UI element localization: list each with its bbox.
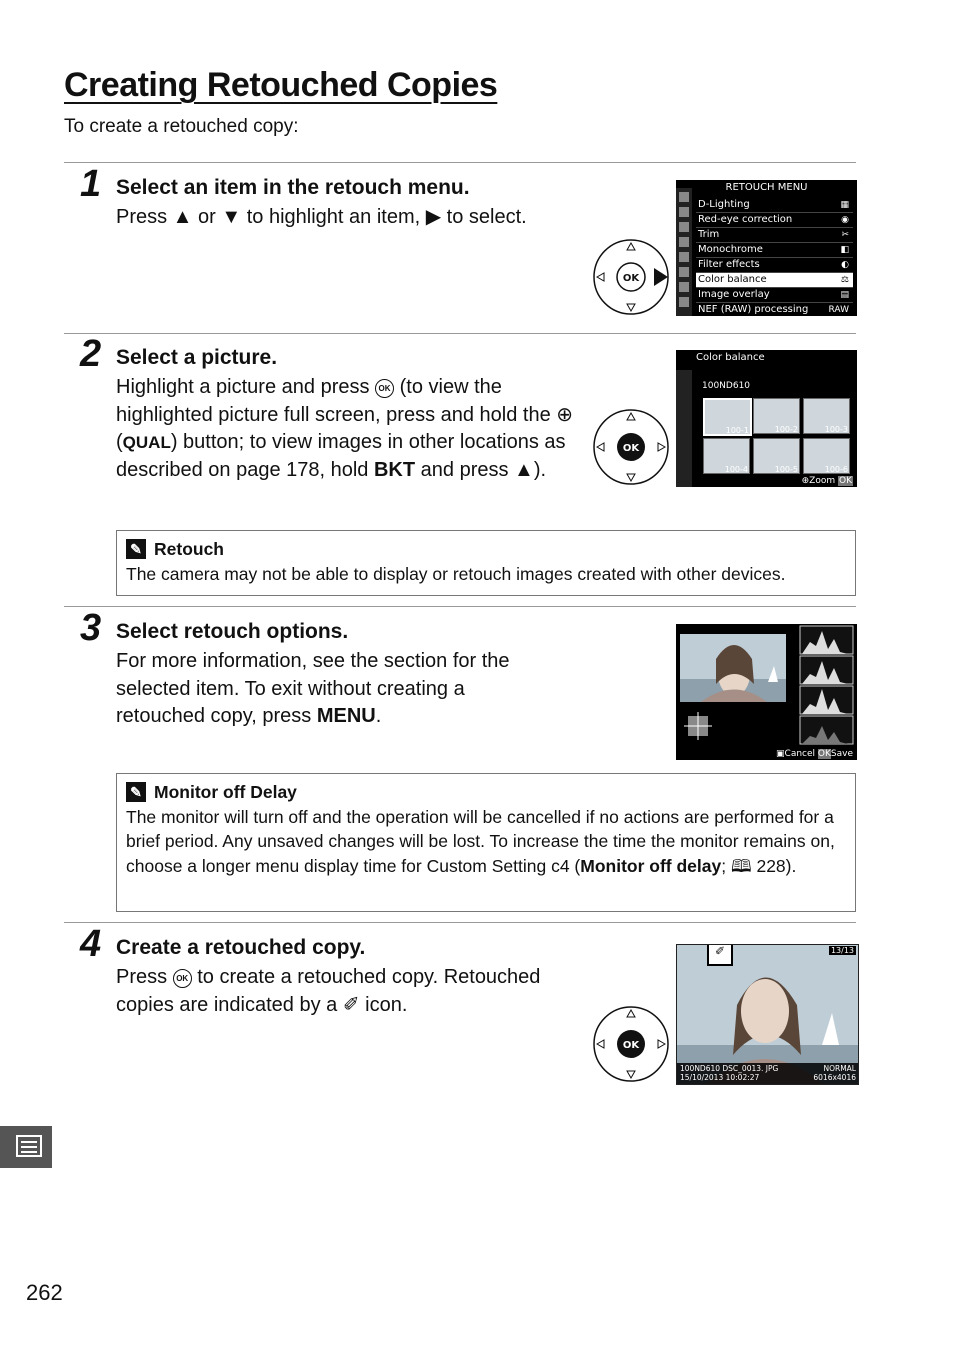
body-text: . bbox=[375, 705, 382, 727]
retouch-icon: ✐ bbox=[342, 993, 360, 1016]
menu-item[interactable] bbox=[696, 258, 853, 273]
menu-item-label: Trim bbox=[698, 229, 720, 240]
frame-counter: 13/13 bbox=[830, 946, 854, 955]
thumbnail[interactable] bbox=[803, 398, 850, 434]
menu-item-icon: ◐ bbox=[841, 260, 849, 270]
section-tab bbox=[0, 1126, 52, 1168]
note-text bbox=[126, 805, 846, 879]
thumbnail[interactable] bbox=[803, 438, 850, 474]
ok-button-icon: OK bbox=[375, 379, 394, 398]
folder-label: 100ND610 bbox=[702, 381, 751, 391]
color-balance-screen bbox=[676, 350, 857, 487]
pencil-icon: ✎ bbox=[126, 782, 146, 802]
thumbnail-label: 100-3 bbox=[824, 425, 848, 434]
book-icon: 🕮 bbox=[730, 855, 752, 876]
step-number: 2 bbox=[80, 333, 102, 375]
date-time: 15/10/2013 10:02:27 bbox=[680, 1073, 760, 1082]
multi-selector-icon bbox=[592, 1005, 670, 1083]
menu-item-label: Color balance bbox=[698, 274, 767, 285]
sidebar-icon bbox=[679, 237, 689, 247]
menu-item-icon: ▦ bbox=[840, 200, 849, 210]
body-text: to create a retouched copy. Retouched copies are indicated by a bbox=[116, 966, 541, 1016]
sidebar-icon bbox=[679, 222, 689, 232]
menu-item[interactable] bbox=[696, 303, 853, 316]
svg-text:OK: OK bbox=[622, 273, 640, 284]
sidebar-icon bbox=[679, 252, 689, 262]
thumbnail-label: 100-2 bbox=[774, 425, 798, 434]
note-text-part: ; bbox=[721, 855, 731, 876]
thumbnail-label: 100-1 bbox=[725, 426, 749, 435]
sidebar-icon bbox=[679, 267, 689, 277]
divider bbox=[64, 333, 856, 334]
sidebar-icon bbox=[679, 207, 689, 217]
retouch-options-screen bbox=[676, 624, 857, 760]
multi-selector-icon bbox=[592, 408, 670, 486]
screen-header: RETOUCH MENU bbox=[725, 182, 808, 193]
step-number: 1 bbox=[80, 163, 102, 205]
page-number: 262 bbox=[26, 1280, 63, 1305]
thumbnail-label: 100-4 bbox=[724, 465, 748, 474]
ok-icon: OK bbox=[817, 749, 831, 759]
menu-item-label: D-Lighting bbox=[698, 199, 750, 210]
menu-item[interactable] bbox=[696, 213, 853, 228]
menu-item-icon: ◉ bbox=[841, 215, 849, 225]
step-heading: Select an item in the retouch menu. bbox=[116, 176, 470, 199]
screen-footer bbox=[776, 749, 853, 759]
footer-save: Save bbox=[830, 749, 853, 759]
note-text-part: ). bbox=[785, 855, 797, 876]
footer-cancel: Cancel bbox=[784, 749, 816, 759]
page-ref: 228 bbox=[756, 855, 786, 876]
ok-button-icon: OK bbox=[173, 969, 192, 988]
retouch-menu-screen bbox=[676, 180, 857, 316]
sidebar-icon bbox=[679, 192, 689, 202]
step-heading: Select retouch options. bbox=[116, 620, 349, 643]
thumbnail[interactable] bbox=[753, 398, 800, 434]
divider bbox=[64, 922, 856, 923]
step-number: 3 bbox=[80, 607, 102, 649]
file-name: 100ND610 DSC_0013. JPG bbox=[680, 1064, 779, 1073]
note-text-part: The monitor will turn off and the operation will be cancelled if no actions are performed for a brief period. Any unsaved changes will be lost. To increase the time the monitor remains on, choose a longer menu display time for Custom Setting c4 ( bbox=[126, 806, 835, 876]
body-text: For more information, see the section for the selected item. To exit without creating a retouched copy, press bbox=[116, 650, 510, 727]
menu-item-icon: ◧ bbox=[840, 245, 849, 255]
menu-item[interactable] bbox=[696, 288, 853, 303]
note-title: Monitor off Delay bbox=[154, 782, 297, 802]
body-text: ) button; to view images in other locations as described on page 178, hold bbox=[116, 431, 566, 481]
menu-item-label: Filter effects bbox=[698, 259, 760, 270]
menu-sidebar bbox=[676, 370, 692, 487]
step-heading: Create a retouched copy. bbox=[116, 936, 366, 959]
divider bbox=[64, 162, 856, 163]
pencil-icon: ✎ bbox=[126, 539, 146, 559]
menu-item-icon: ✂ bbox=[841, 230, 849, 240]
body-text: icon. bbox=[359, 993, 408, 1016]
svg-text:OK: OK bbox=[622, 1040, 640, 1051]
thumbnail[interactable] bbox=[703, 438, 750, 474]
playback-icon: ▣ bbox=[776, 749, 785, 759]
note-title: Retouch bbox=[154, 539, 224, 559]
body-text: Press bbox=[116, 966, 173, 988]
step-body bbox=[116, 648, 556, 731]
menu-item-label: Monochrome bbox=[698, 244, 763, 255]
menu-item-icon: RAW bbox=[828, 305, 849, 315]
menu-item-icon: ▤ bbox=[840, 290, 849, 300]
menu-button-label: MENU bbox=[316, 705, 376, 727]
step-body bbox=[116, 964, 576, 1019]
step-number: 4 bbox=[80, 923, 102, 965]
footer-ok: OK bbox=[839, 476, 852, 486]
step-body: Press ▲ or ▼ to highlight an item, ▶ to select. bbox=[116, 206, 527, 228]
menu-item-icon: ⚖ bbox=[840, 275, 849, 285]
zoom-icon: ⊕ bbox=[801, 476, 810, 486]
menu-item[interactable] bbox=[696, 228, 853, 243]
image-quality: NORMAL bbox=[823, 1064, 856, 1073]
multi-selector-icon bbox=[592, 238, 670, 316]
note-bold: Monitor off delay bbox=[580, 855, 722, 876]
body-text: and press ▲). bbox=[415, 458, 547, 481]
body-text: Highlight a picture and press bbox=[116, 376, 376, 398]
menu-item-label: Red-eye correction bbox=[698, 214, 793, 225]
body-text: (to view the highlighted picture full screen, press and hold the bbox=[116, 376, 557, 426]
zoom-icon: ⊕ bbox=[556, 403, 574, 426]
retouched-copy-screen bbox=[676, 944, 859, 1085]
thumbnail[interactable] bbox=[753, 438, 800, 474]
menu-item[interactable] bbox=[696, 273, 853, 288]
step-body: Highlight a picture and press OK (to view the highlighted picture full screen, press and hold the ⊕ (QUAL) button; to view images in other locations as described on page 178, hold BKT and press ▲). bbox=[116, 376, 574, 481]
page-title: Creating Retouched Copies bbox=[64, 66, 498, 104]
note-text: The camera may not be able to display or retouch images created with other devices. bbox=[126, 563, 786, 584]
bkt-button-label: BKT bbox=[373, 458, 416, 481]
retouch-indicator-icon: ✐ bbox=[707, 944, 733, 966]
menu-item[interactable] bbox=[696, 243, 853, 258]
preview-graphic bbox=[676, 624, 857, 760]
thumbnail[interactable] bbox=[703, 398, 752, 436]
footer-zoom: Zoom bbox=[809, 476, 836, 486]
divider bbox=[64, 606, 856, 607]
intro-text: To create a retouched copy: bbox=[64, 116, 299, 137]
sidebar-icon bbox=[679, 297, 689, 307]
sidebar-icon bbox=[679, 282, 689, 292]
retouch-menu-tab-icon bbox=[0, 1126, 52, 1168]
step-heading: Select a picture. bbox=[116, 346, 278, 369]
svg-text:OK: OK bbox=[622, 443, 640, 454]
image-size: 6016x4016 bbox=[813, 1073, 856, 1082]
qual-button-label: QUAL bbox=[122, 433, 171, 452]
screen-footer bbox=[802, 476, 853, 486]
retouch-note bbox=[116, 530, 856, 596]
menu-item-label: Image overlay bbox=[698, 289, 770, 300]
monitor-off-note bbox=[116, 773, 856, 912]
thumbnail-label: 100-5 bbox=[774, 465, 798, 474]
menu-item[interactable] bbox=[696, 198, 853, 213]
screen-header: Color balance bbox=[696, 352, 765, 363]
thumbnail-label: 100-6 bbox=[824, 465, 848, 474]
menu-item-label: NEF (RAW) processing bbox=[698, 304, 809, 315]
